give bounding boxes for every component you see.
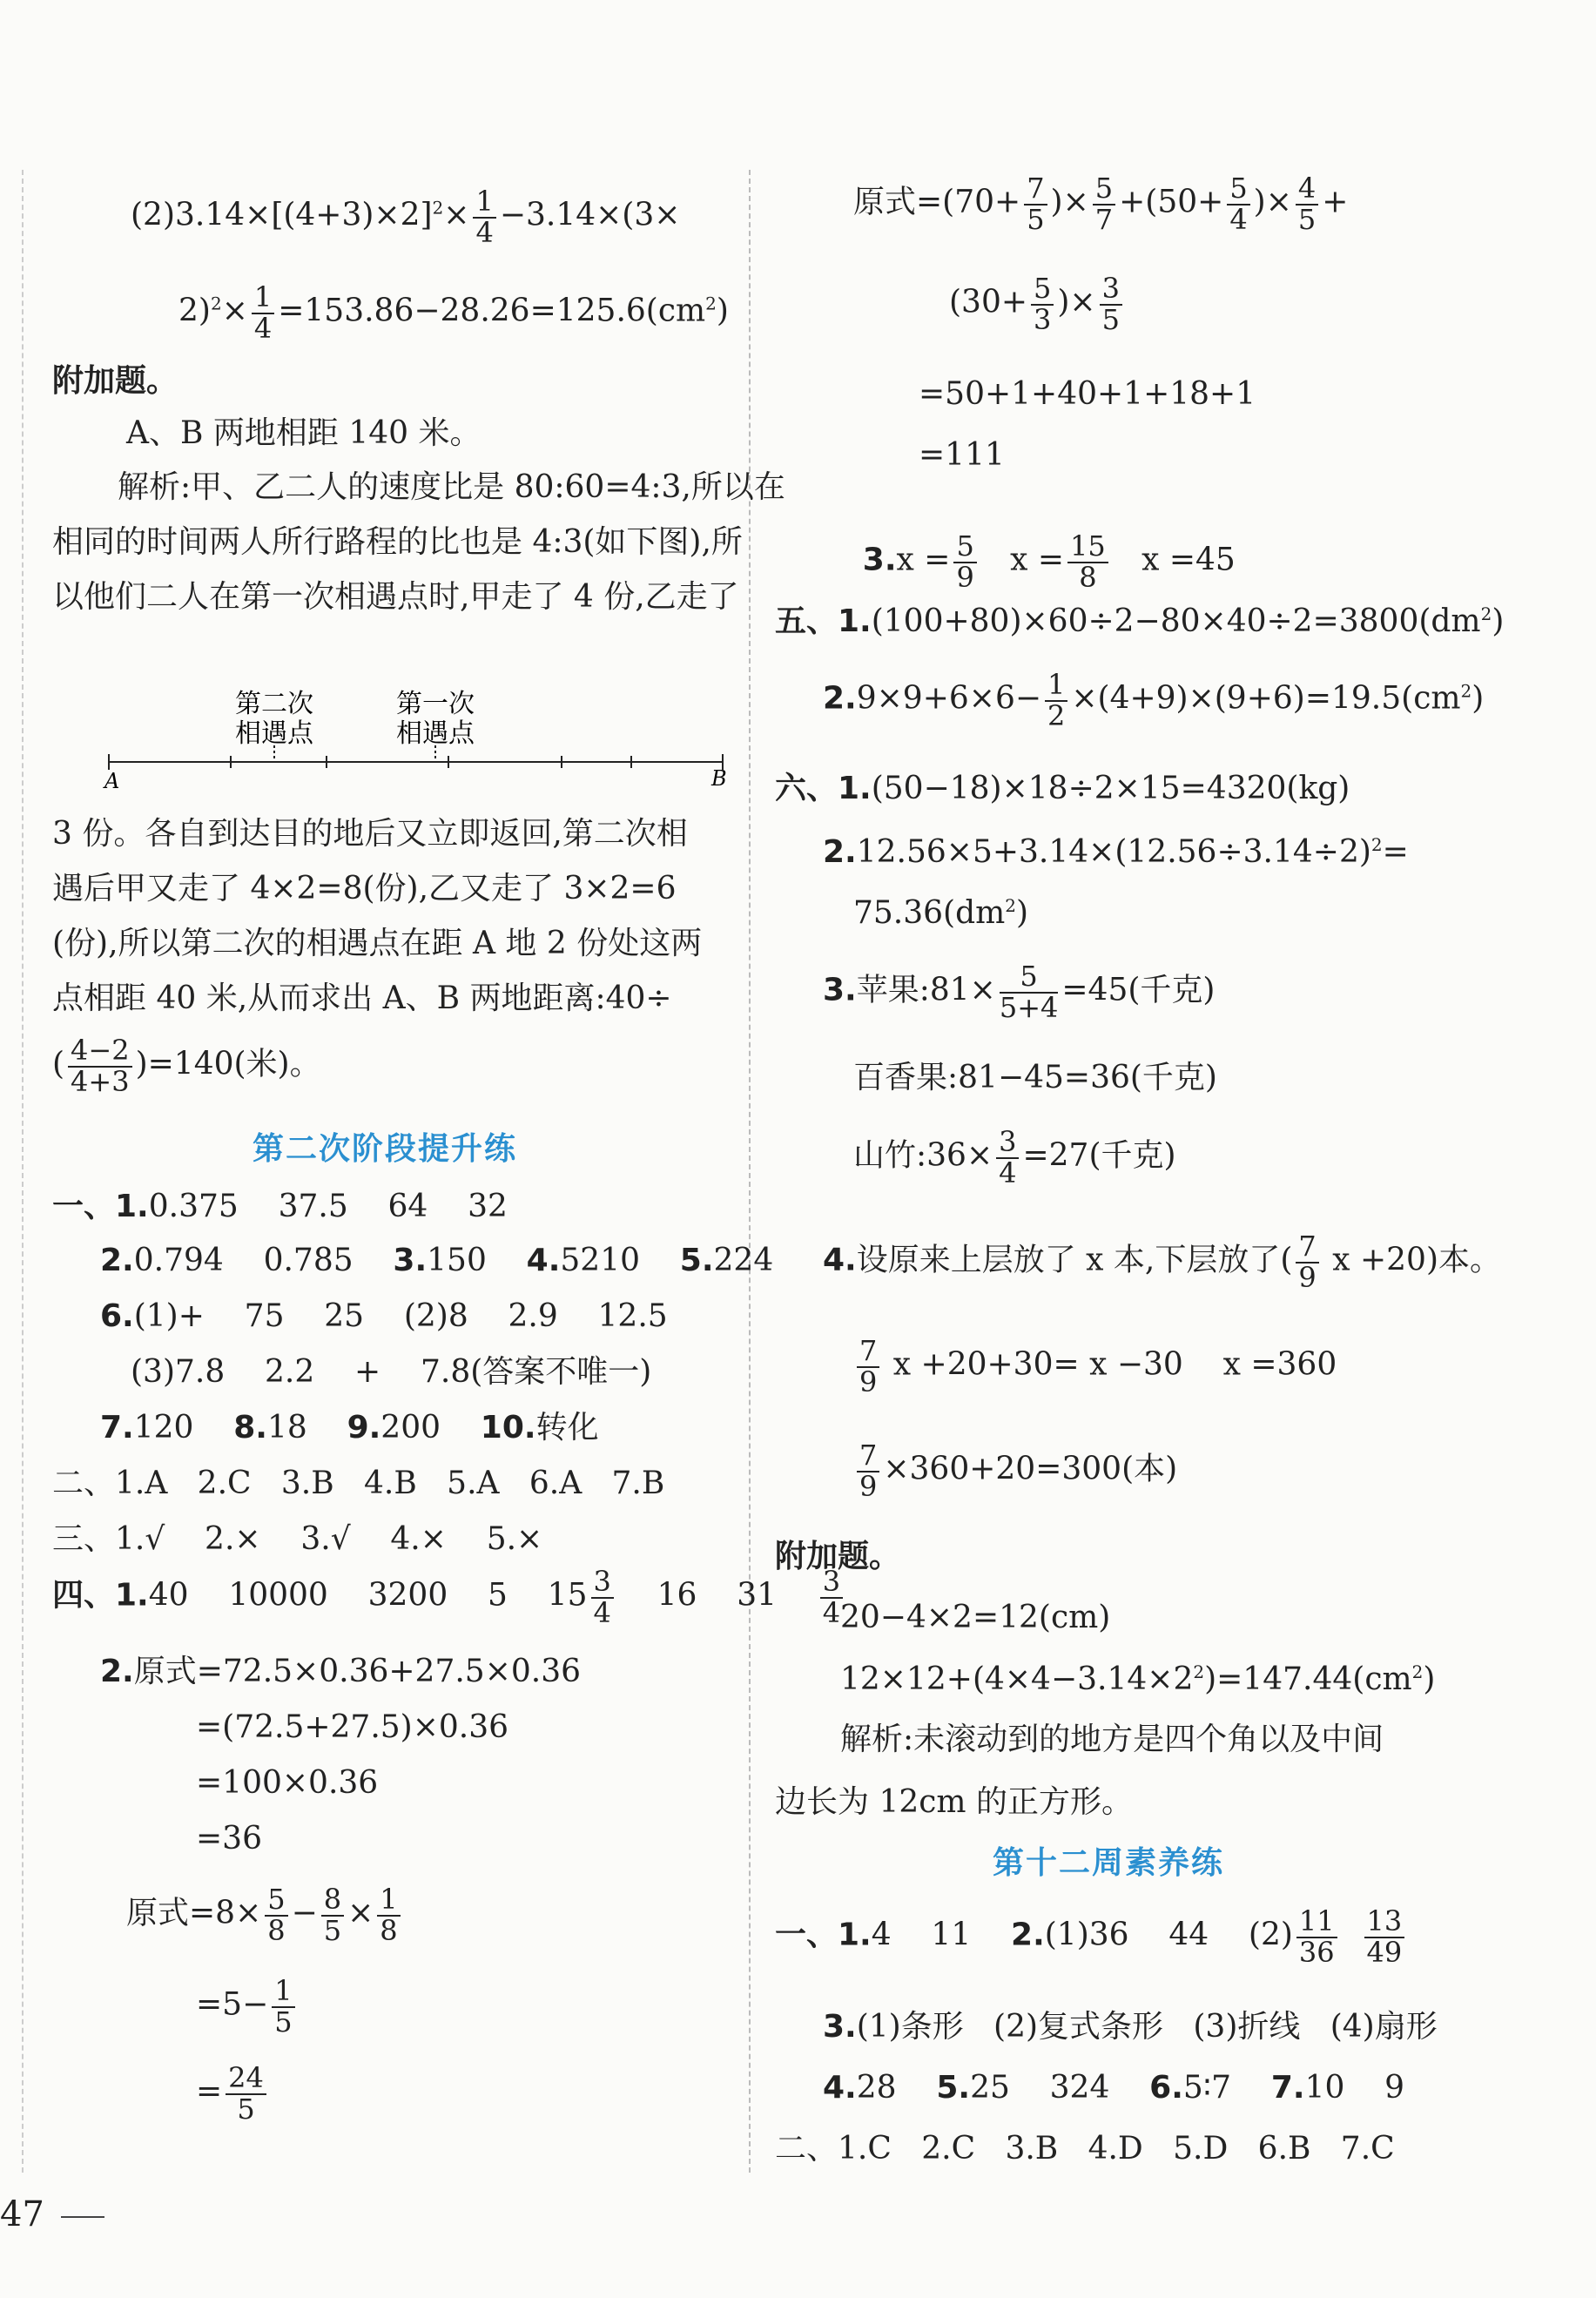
paragraph-line: 相同的时间两人所行路程的比也是 4:3(如下图),所 bbox=[52, 524, 743, 560]
point-a: A bbox=[104, 769, 120, 792]
label-first-2: 相遇点 bbox=[396, 718, 475, 749]
formula-line: 2)$^2$× $\frac{1}{4}$ $=153.86-28.26=125.6(cm^2)$ bbox=[178, 280, 729, 345]
answer-line: 二、1.C 2.C 3.B 4.D 5.D 6.B 7.C bbox=[775, 2131, 1395, 2167]
formula-line: (30+ $\frac{5}{3}$ )× $\frac{3}{5}$ bbox=[949, 274, 1126, 334]
text: (2)3.14×[(4+3)×2] bbox=[131, 197, 433, 233]
section-title: 第十二周素养练 bbox=[993, 1845, 1225, 1881]
label-first-1: 第一次 bbox=[396, 689, 475, 719]
fraction: $\frac{5}{3}$ bbox=[1031, 274, 1054, 334]
label-second-1: 第二次 bbox=[235, 689, 313, 719]
fraction: $\frac{11}{36}$ bbox=[1296, 1907, 1337, 1967]
answer-line: 一、1.0.375 37.5 64 32 bbox=[52, 1189, 508, 1224]
bonus-title: 附加题。 bbox=[775, 1539, 901, 1574]
fraction: $\frac{3}{5}$ bbox=[1100, 274, 1122, 334]
answer-line: 二、1.A 2.C 3.B 4.B 5.A 6.A 7.B bbox=[52, 1466, 665, 1501]
answer-line: = $\frac{24}{5}$ bbox=[196, 2064, 270, 2124]
section-title: 第二次阶段提升练 bbox=[253, 1131, 518, 1167]
paragraph-line: (份),所以第二次的相遇点在距 A 地 2 份处这两 bbox=[52, 926, 703, 961]
left-margin-rule bbox=[22, 170, 24, 2173]
answer-line: 2.9×9+6×6− $\frac{1}{2}$ $\times(4+9)\times(9+6)=19.5(cm^2)$ bbox=[823, 668, 1485, 732]
answer-line: 一、1.4 11 2.(1)36 44 (2) $\frac{11}{36}$ $\frac{13}{49}$ bbox=[775, 1907, 1408, 1967]
answer-line: =36 bbox=[196, 1821, 262, 1857]
paragraph-line: 以他们二人在第一次相遇点时,甲走了 4 份,乙走了 bbox=[52, 579, 739, 615]
answer-line: 百香果:81−45=36(千克) bbox=[853, 1060, 1217, 1095]
fraction: $\frac{4-2}{4+3}$ bbox=[68, 1036, 132, 1096]
answer-line: 20−4×2=12(cm) bbox=[840, 1600, 1111, 1635]
fraction: $\frac{1}{4}$ bbox=[252, 283, 274, 343]
fraction: $\frac{3}{4}$ bbox=[996, 1128, 1019, 1188]
answer-line: $\frac{7}{9}$ x +20+30= x −30 x =360 bbox=[853, 1337, 1337, 1397]
label-second-2: 相遇点 bbox=[235, 718, 313, 749]
bonus-answer: A、B 两地相距 140 米。 bbox=[126, 415, 481, 451]
answer-line: 三、1.√ 2.× 3.√ 4.× 5.× bbox=[52, 1521, 543, 1557]
fraction: $\frac{3}{4}$ bbox=[820, 1567, 843, 1627]
fraction: $\frac{5}{4}$ bbox=[1227, 174, 1249, 234]
fraction: $\frac{1}{5}$ bbox=[272, 1977, 294, 2037]
paragraph-line: 边长为 12cm 的正方形。 bbox=[775, 1784, 1133, 1820]
fraction: $\frac{24}{5}$ bbox=[226, 2064, 266, 2124]
answer-line: 3.x = $\frac{5}{9}$ x = $\frac{15}{8}$ x =45 bbox=[862, 529, 1236, 594]
fraction: $\frac{5}{5+4}$ bbox=[999, 960, 1059, 1024]
fraction: $\frac{7}{9}$ bbox=[857, 1337, 879, 1397]
point-b: B bbox=[711, 766, 727, 791]
paragraph-line: 点相距 40 米,从而求出 A、B 两地距离:40÷ bbox=[52, 981, 672, 1016]
formula-line: =50+1+40+1+18+1 bbox=[919, 376, 1256, 412]
answer-line: =100×0.36 bbox=[196, 1765, 379, 1801]
answer-line: 四、1.40 10000 3200 5 15 $\frac{3}{4}$ 16 31 $\frac{3}{4}$ bbox=[52, 1567, 846, 1627]
text: × bbox=[443, 197, 470, 233]
answer-line: 4.设原来上层放了 x 本,下层放了( $\frac{7}{9}$ x +20)本。 bbox=[823, 1230, 1501, 1294]
fraction: $\frac{5}{9}$ bbox=[953, 532, 976, 592]
answer-line: =(72.5+27.5)×0.36 bbox=[196, 1709, 509, 1745]
fraction: $\frac{1}{8}$ bbox=[377, 1885, 400, 1945]
paragraph-line: 解析:甲、乙二人的速度比是 80:60=4:3,所以在 bbox=[118, 469, 785, 505]
answer-line: 4.28 5.25 324 6.5∶7 7.10 9 bbox=[823, 2070, 1405, 2106]
answer-line: 五、$1.(100+80)\times 60\div 2-80\times 40\div 2=3800(dm^2)$ bbox=[775, 603, 1505, 639]
fraction: $\frac{15}{8}$ bbox=[1067, 532, 1108, 592]
answer-line: $\frac{7}{9}$ ×360+20=300(本) bbox=[853, 1441, 1177, 1501]
fraction: $\frac{5}{7}$ bbox=[1093, 174, 1115, 234]
answer-line: $75.36(dm^2)$ bbox=[853, 895, 1029, 931]
answer-line: 山竹:36× $\frac{3}{4}$ =27(千克) bbox=[853, 1125, 1176, 1189]
formula-line: =111 bbox=[919, 437, 1005, 473]
answer-line: 6.(1)+ 75 25 (2)8 2.9 12.5 bbox=[100, 1298, 668, 1334]
answer-line: $2.12.56\times 5+3.14\times(12.56\div 3.14\div 2)^2=$ bbox=[823, 834, 1409, 870]
paragraph-line: 解析:未滚动到的地方是四个角以及中间 bbox=[840, 1722, 1384, 1757]
answer-line: 3.苹果:81× $\frac{5}{5+4}$ =45(千克) bbox=[823, 960, 1216, 1024]
fraction: $\frac{7}{9}$ bbox=[857, 1441, 879, 1501]
answer-line: (3)7.8 2.2 + 7.8(答案不唯一) bbox=[131, 1354, 652, 1390]
formula-line bbox=[131, 187, 680, 247]
fraction: $\frac{7}{5}$ bbox=[1024, 174, 1047, 234]
paragraph-line: ( $\frac{4-2}{4+3}$ )=140(米)。 bbox=[52, 1034, 321, 1098]
fraction: $\frac{5}{8}$ bbox=[265, 1885, 287, 1945]
fraction: $\frac{1}{4}$ bbox=[473, 187, 495, 247]
fraction: $\frac{13}{49}$ bbox=[1364, 1907, 1405, 1967]
answer-line: 2.0.794 0.785 3.150 4.5210 5.224 bbox=[100, 1243, 774, 1278]
answer-line: 7.120 8.18 9.200 10.转化 bbox=[100, 1410, 599, 1446]
page-number-dash bbox=[61, 2216, 104, 2218]
page-number: 47 bbox=[0, 2194, 44, 2234]
fraction: $\frac{8}{5}$ bbox=[321, 1885, 344, 1945]
answer-line: $12\times 12+(4\times 4-3.14\times 2^2)=147.44(cm^2)$ bbox=[840, 1661, 1436, 1697]
answer-line: 2.原式=72.5×0.36+27.5×0.36 bbox=[100, 1654, 582, 1689]
paragraph-line: 遇后甲又走了 4×2=8(份),乙又走了 3×2=6 bbox=[52, 871, 677, 906]
fraction: $\frac{4}{5}$ bbox=[1296, 174, 1318, 234]
answer-line: =5− $\frac{1}{5}$ bbox=[196, 1977, 299, 2037]
fraction: $\frac{1}{2}$ bbox=[1045, 671, 1067, 731]
paragraph-line: 3 份。各自到达目的地后又立即返回,第二次相 bbox=[52, 816, 688, 852]
fraction: $\frac{3}{4}$ bbox=[591, 1567, 614, 1627]
text: −3.14×(3× bbox=[499, 197, 681, 233]
fraction: $\frac{7}{9}$ bbox=[1296, 1232, 1318, 1292]
answer-line: 原式=8× $\frac{5}{8}$ − $\frac{8}{5}$ × $\frac{1}{8}$ bbox=[126, 1885, 404, 1945]
formula-line: 原式=(70+ $\frac{7}{5}$ )× $\frac{5}{7}$ +(50+ $\frac{5}{4}$ )× $\frac{4}{5}$ + bbox=[853, 172, 1349, 236]
meeting-diagram bbox=[100, 688, 736, 792]
bonus-title: 附加题。 bbox=[52, 363, 178, 399]
answer-line: 3.(1)条形 (2)复式条形 (3)折线 (4)扇形 bbox=[823, 2009, 1438, 2045]
answer-line: 六、1.(50−18)×18÷2×15=4320(kg) bbox=[775, 771, 1350, 806]
sup: 2 bbox=[432, 197, 444, 219]
